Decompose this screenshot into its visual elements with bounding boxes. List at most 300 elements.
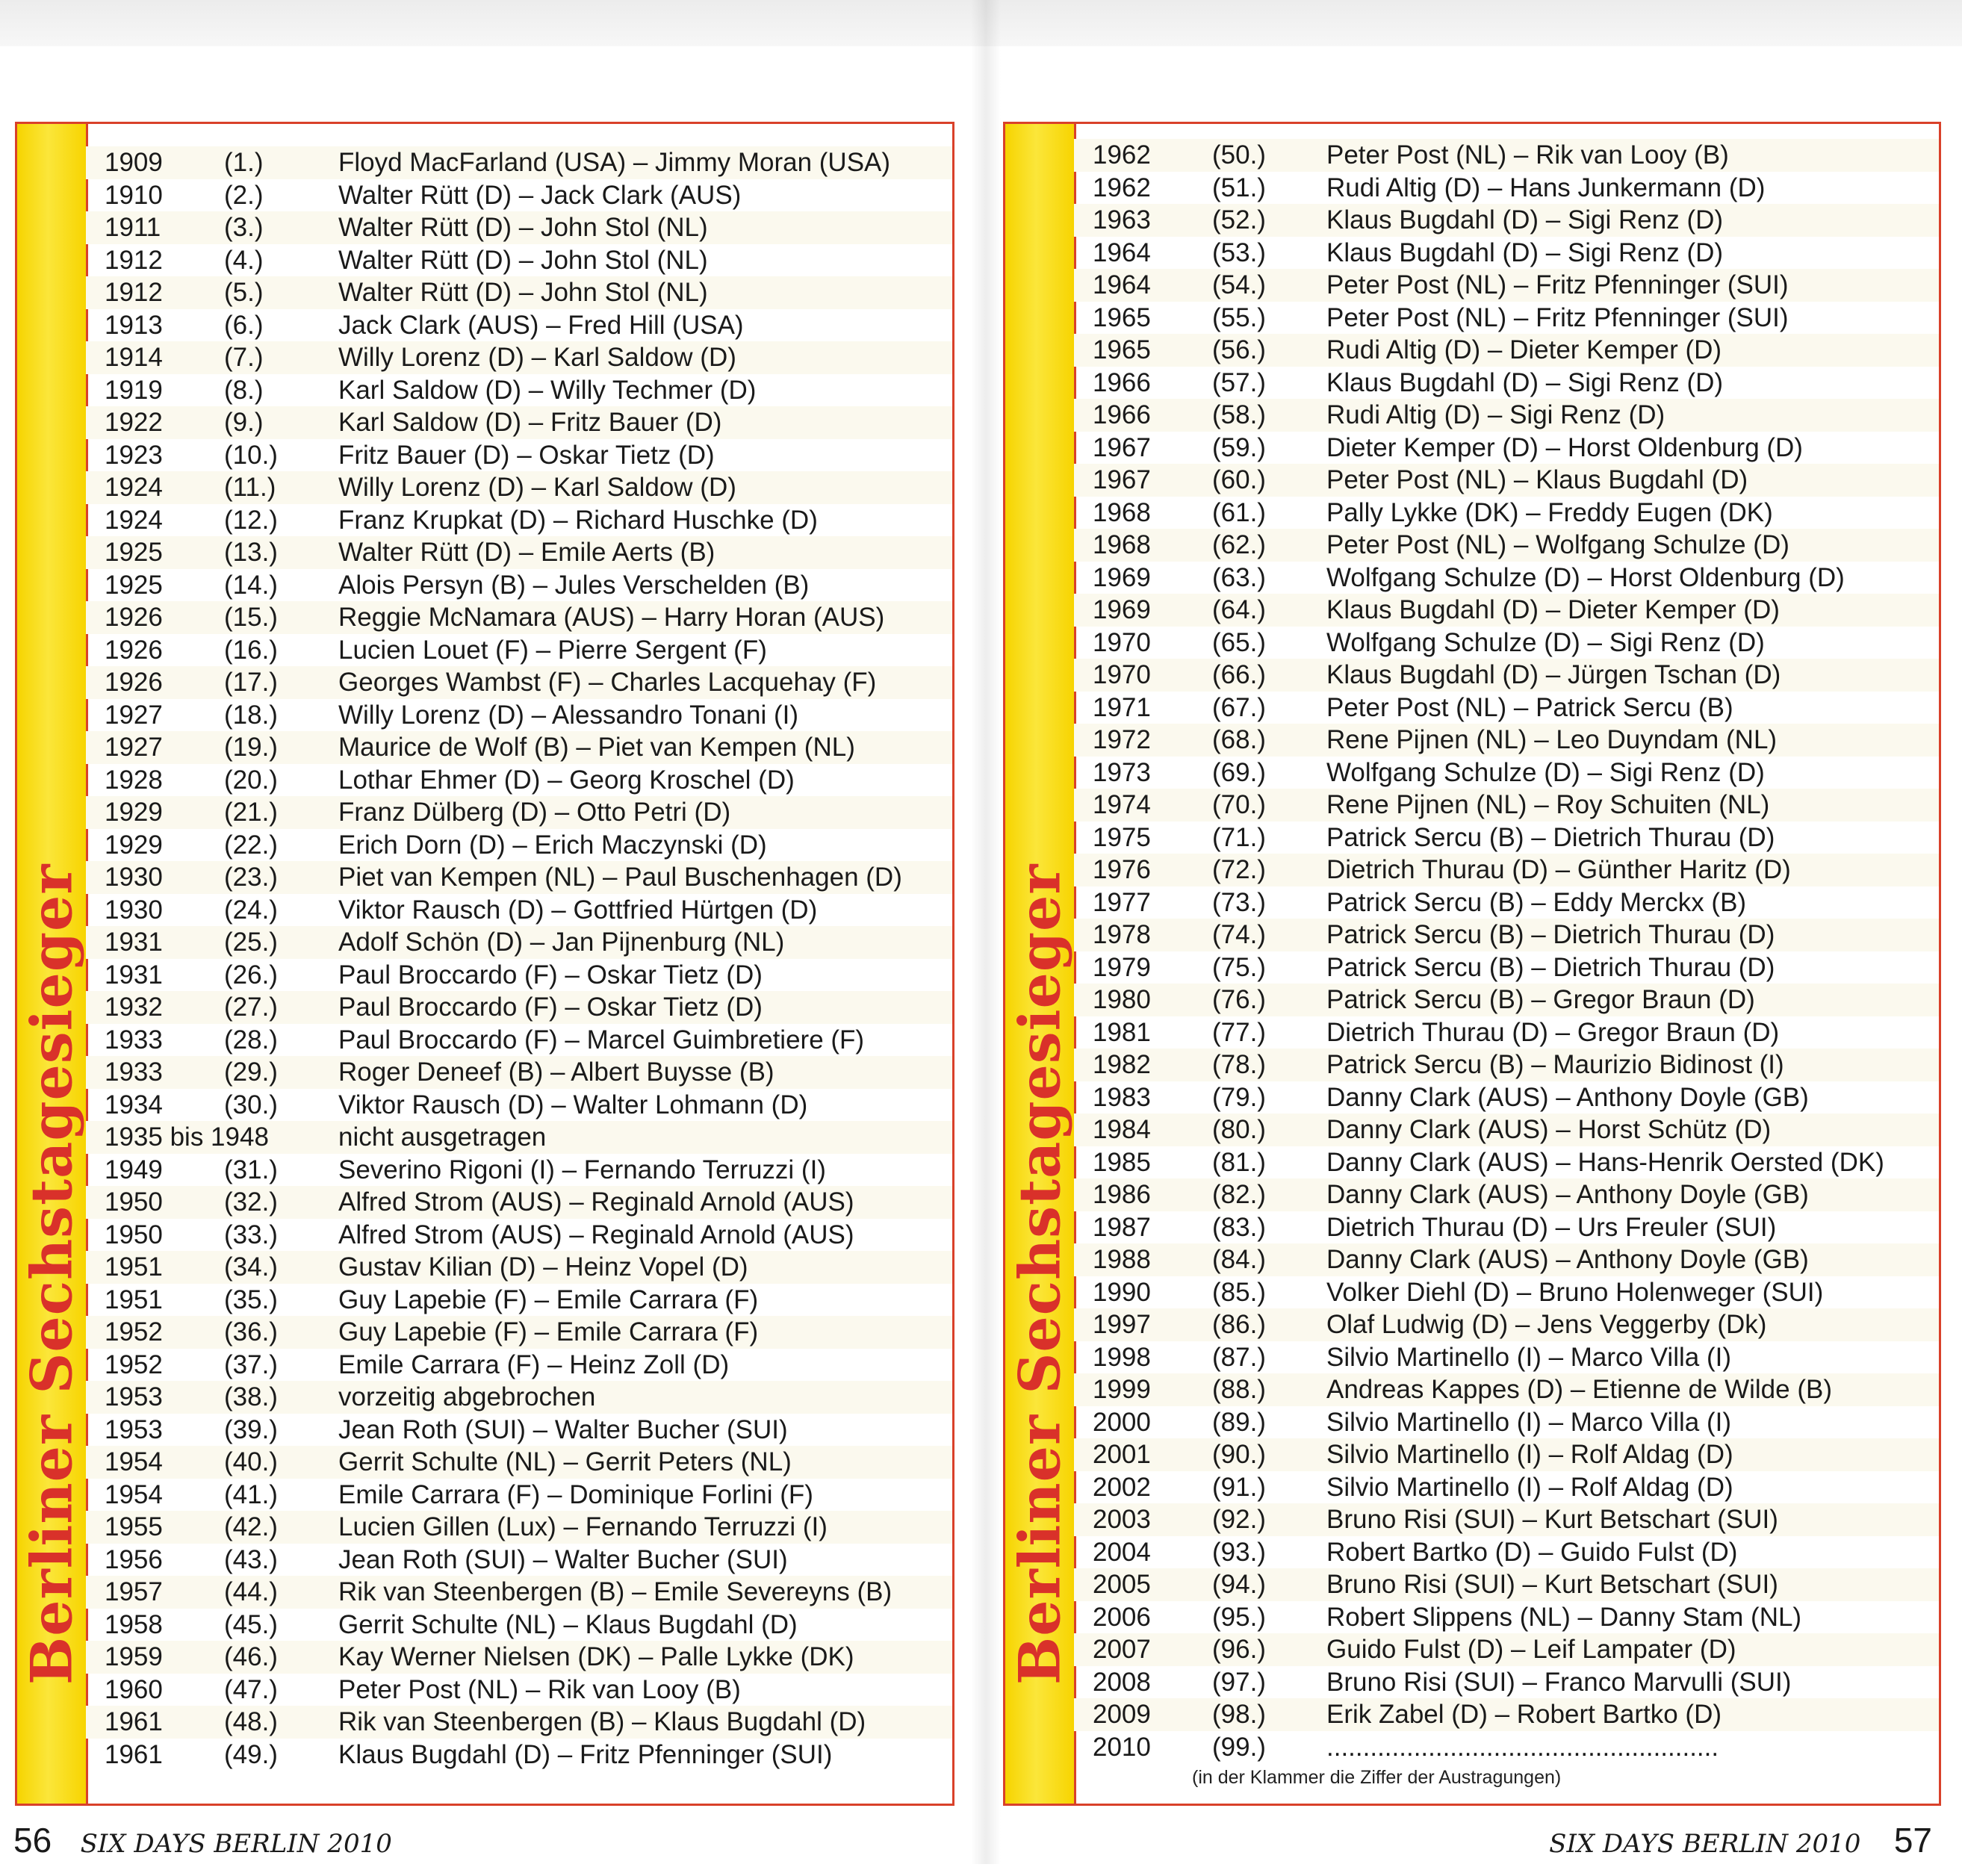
row-year: 1980 — [1093, 985, 1151, 1014]
table-row — [1074, 1633, 1939, 1666]
row-edition: (90.) — [1212, 1440, 1266, 1469]
row-edition: (2.) — [224, 180, 264, 210]
table-row — [86, 764, 952, 797]
row-edition: (9.) — [224, 408, 264, 437]
row-year: 1923 — [105, 440, 163, 470]
table-row — [1074, 821, 1939, 854]
table-row — [1074, 1243, 1939, 1276]
table-row — [86, 1251, 952, 1284]
row-winners: Lothar Ehmer (D) – Georg Kroschel (D) — [338, 765, 795, 795]
table-row — [1074, 919, 1939, 951]
table-row — [1074, 399, 1939, 432]
footnote: (in der Klammer die Ziffer der Austragungen) — [1192, 1767, 1562, 1788]
table-row — [86, 504, 952, 537]
table-row — [86, 1479, 952, 1512]
row-year: 1961 — [105, 1739, 163, 1769]
row-year: 1959 — [105, 1642, 163, 1671]
row-year: 1999 — [1093, 1375, 1151, 1404]
row-winners: Franz Dülberg (D) – Otto Petri (D) — [338, 798, 731, 827]
row-edition: (52.) — [1212, 205, 1266, 234]
row-winners: Willy Lorenz (D) – Karl Saldow (D) — [338, 343, 736, 372]
row-year: 1914 — [105, 343, 163, 372]
table-row — [86, 406, 952, 439]
row-year: 1967 — [1093, 465, 1151, 494]
row-winners: Alois Persyn (B) – Jules Verschelden (B) — [338, 570, 810, 600]
row-year: 1987 — [1093, 1212, 1151, 1242]
row-year: 1974 — [1093, 790, 1151, 819]
row-year: 1975 — [1093, 822, 1151, 852]
row-winners: Klaus Bugdahl (D) – Sigi Renz (D) — [1326, 367, 1724, 397]
row-edition: (92.) — [1212, 1505, 1266, 1534]
row-edition: (81.) — [1212, 1147, 1266, 1177]
row-edition: (7.) — [224, 343, 264, 372]
row-year: 1966 — [1093, 400, 1151, 429]
row-winners: vorzeitig abgebrochen — [338, 1382, 596, 1411]
row-year: 1928 — [105, 765, 163, 795]
row-winners: Walter Rütt (D) – Jack Clark (AUS) — [338, 180, 742, 210]
row-year: 1925 — [105, 570, 163, 600]
row-winners: Georges Wambst (F) – Charles Lacquehay (F) — [338, 668, 877, 697]
row-edition: (23.) — [224, 863, 278, 892]
row-edition: (70.) — [1212, 790, 1266, 819]
table-row — [86, 1121, 952, 1154]
row-year: 1957 — [105, 1577, 163, 1606]
row-edition: (60.) — [1212, 465, 1266, 494]
row-year: 1985 — [1093, 1147, 1151, 1177]
row-year: 1973 — [1093, 757, 1151, 787]
row-winners: Jean Roth (SUI) – Walter Bucher (SUI) — [338, 1544, 788, 1574]
row-winners: Danny Clark (AUS) – Hans-Henrik Oersted (DK) — [1326, 1147, 1884, 1177]
row-year: 1933 — [105, 1057, 163, 1087]
table-row — [1074, 1114, 1939, 1146]
table-row — [1074, 1341, 1939, 1374]
row-year: 1979 — [1093, 952, 1151, 982]
table-row — [86, 1544, 952, 1577]
row-edition: (38.) — [224, 1382, 278, 1411]
table-row — [86, 1414, 952, 1447]
row-edition: (62.) — [1212, 530, 1266, 559]
row-year: 2003 — [1093, 1505, 1151, 1534]
row-edition: (53.) — [1212, 237, 1266, 267]
table-row — [1074, 984, 1939, 1016]
row-winners: Rudi Altig (D) – Dieter Kemper (D) — [1326, 335, 1722, 364]
row-year: 1988 — [1093, 1245, 1151, 1274]
table-row — [1074, 529, 1939, 562]
row-edition: (5.) — [224, 278, 264, 307]
row-winners: Peter Post (NL) – Fritz Pfenninger (SUI) — [1326, 270, 1789, 299]
table-row — [86, 1641, 952, 1674]
right-page-table-frame — [1003, 122, 1941, 1806]
row-year: 1909 — [105, 148, 163, 177]
row-winners: Franz Krupkat (D) – Richard Huschke (D) — [338, 505, 818, 535]
row-year: 1919 — [105, 375, 163, 405]
table-row — [86, 439, 952, 472]
row-edition: (55.) — [1212, 302, 1266, 332]
row-edition: (8.) — [224, 375, 264, 405]
row-edition: (16.) — [224, 635, 278, 665]
row-winners: Gustav Kilian (D) – Heinz Vopel (D) — [338, 1252, 748, 1282]
row-winners: Willy Lorenz (D) – Karl Saldow (D) — [338, 473, 736, 502]
row-winners: Silvio Martinello (I) – Rolf Aldag (D) — [1326, 1472, 1733, 1502]
table-row — [1074, 334, 1939, 367]
table-row — [1074, 1178, 1939, 1211]
table-row — [86, 1576, 952, 1609]
row-edition: (41.) — [224, 1479, 278, 1509]
row-year: 1926 — [105, 603, 163, 632]
table-row — [86, 179, 952, 212]
table-row — [1074, 464, 1939, 497]
row-winners: Alfred Strom (AUS) – Reginald Arnold (AUS) — [338, 1187, 854, 1217]
row-year: 1965 — [1093, 302, 1151, 332]
row-winners: Pally Lykke (DK) – Freddy Eugen (DK) — [1326, 497, 1773, 527]
row-year: 1956 — [105, 1544, 163, 1574]
row-year: 1927 — [105, 700, 163, 730]
row-winners: Peter Post (NL) – Klaus Bugdahl (D) — [1326, 465, 1748, 494]
table-row — [1074, 1373, 1939, 1406]
row-edition: (57.) — [1212, 367, 1266, 397]
row-edition: (30.) — [224, 1090, 278, 1119]
row-edition: (28.) — [224, 1025, 278, 1055]
row-winners: Rudi Altig (D) – Sigi Renz (D) — [1326, 400, 1665, 429]
row-winners: Klaus Bugdahl (D) – Jürgen Tschan (D) — [1326, 660, 1781, 689]
row-year: 1968 — [1093, 497, 1151, 527]
row-year: 1954 — [105, 1479, 163, 1509]
row-year: 1926 — [105, 668, 163, 697]
row-edition: (61.) — [1212, 497, 1266, 527]
page-number-right: 57 — [1893, 1821, 1932, 1860]
row-year: 1950 — [105, 1187, 163, 1217]
row-edition: (86.) — [1212, 1310, 1266, 1339]
row-edition: (22.) — [224, 830, 278, 860]
row-winners: ...................................................... — [1326, 1732, 1719, 1762]
row-edition: (10.) — [224, 440, 278, 470]
row-edition: (29.) — [224, 1057, 278, 1087]
row-year: 1962 — [1093, 140, 1151, 170]
row-winners: Piet van Kempen (NL) – Paul Buschenhagen (D) — [338, 863, 902, 892]
row-edition: (91.) — [1212, 1472, 1266, 1502]
row-edition: (95.) — [1212, 1602, 1266, 1632]
row-winners: Karl Saldow (D) – Fritz Bauer (D) — [338, 408, 722, 437]
row-edition: (73.) — [1212, 887, 1266, 917]
table-row — [86, 1446, 952, 1479]
table-row — [1074, 269, 1939, 302]
row-year: 1983 — [1093, 1082, 1151, 1112]
row-edition: (47.) — [224, 1674, 278, 1704]
row-year: 2006 — [1093, 1602, 1151, 1632]
row-winners: Robert Bartko (D) – Guido Fulst (D) — [1326, 1537, 1738, 1567]
table-row — [1074, 432, 1939, 465]
row-edition: (76.) — [1212, 985, 1266, 1014]
row-year: 1964 — [1093, 270, 1151, 299]
row-edition: (65.) — [1212, 627, 1266, 657]
row-winners: Patrick Sercu (B) – Dietrich Thurau (D) — [1326, 920, 1775, 949]
row-winners: Guy Lapebie (F) – Emile Carrara (F) — [338, 1317, 759, 1347]
table-row — [86, 959, 952, 992]
table-row — [86, 309, 952, 342]
row-year: 1952 — [105, 1349, 163, 1379]
row-edition: (99.) — [1212, 1732, 1266, 1762]
table-row — [86, 991, 952, 1024]
row-winners: Karl Saldow (D) – Willy Techmer (D) — [338, 375, 757, 405]
row-edition: (74.) — [1212, 920, 1266, 949]
row-edition: (4.) — [224, 245, 264, 275]
row-year: 1925 — [105, 538, 163, 567]
row-edition: (59.) — [1212, 432, 1266, 462]
row-winners: Patrick Sercu (B) – Eddy Merckx (B) — [1326, 887, 1747, 917]
table-row — [1074, 1406, 1939, 1439]
row-year: 2000 — [1093, 1407, 1151, 1437]
row-year: 1912 — [105, 245, 163, 275]
row-year: 1976 — [1093, 855, 1151, 884]
row-edition: (82.) — [1212, 1180, 1266, 1209]
row-winners: Walter Rütt (D) – John Stol (NL) — [338, 278, 708, 307]
row-winners: Andreas Kappes (D) – Etienne de Wilde (B) — [1326, 1375, 1832, 1404]
row-edition: (66.) — [1212, 660, 1266, 689]
row-year: 1912 — [105, 278, 163, 307]
row-winners: Peter Post (NL) – Rik van Looy (B) — [338, 1674, 741, 1704]
table-row — [86, 666, 952, 699]
row-year: 1990 — [1093, 1277, 1151, 1307]
row-year: 1934 — [105, 1090, 163, 1119]
running-title-right: SIX DAYS BERLIN 2010 — [1549, 1829, 1861, 1859]
row-edition: (1.) — [224, 148, 264, 177]
row-winners: Rene Pijnen (NL) – Leo Duyndam (NL) — [1326, 725, 1778, 754]
table-row — [86, 1219, 952, 1252]
row-year: 1958 — [105, 1609, 163, 1639]
row-edition: (39.) — [224, 1414, 278, 1444]
row-year: 1972 — [1093, 725, 1151, 754]
row-year: 1969 — [1093, 595, 1151, 624]
row-winners: Roger Deneef (B) – Albert Buysse (B) — [338, 1057, 774, 1087]
table-row — [1074, 1211, 1939, 1244]
left-sidebar-stripe — [17, 124, 88, 1804]
row-winners: Dietrich Thurau (D) – Günther Haritz (D) — [1326, 855, 1791, 884]
row-winners: Paul Broccardo (F) – Oskar Tietz (D) — [338, 960, 763, 990]
row-winners: Peter Post (NL) – Rik van Looy (B) — [1326, 140, 1729, 170]
row-winners: Paul Broccardo (F) – Oskar Tietz (D) — [338, 993, 763, 1022]
row-winners: Peter Post (NL) – Fritz Pfenninger (SUI) — [1326, 302, 1789, 332]
row-edition: (36.) — [224, 1317, 278, 1347]
row-year: 1982 — [1093, 1050, 1151, 1079]
row-year: 1924 — [105, 473, 163, 502]
row-winners: Peter Post (NL) – Patrick Sercu (B) — [1326, 692, 1733, 722]
row-year: 1953 — [105, 1382, 163, 1411]
table-row — [86, 861, 952, 894]
row-year: 1911 — [105, 213, 161, 242]
row-edition: (25.) — [224, 928, 278, 957]
row-edition: (79.) — [1212, 1082, 1266, 1112]
table-row — [86, 1674, 952, 1706]
row-winners: Erich Dorn (D) – Erich Maczynski (D) — [338, 830, 767, 860]
row-winners: Floyd MacFarland (USA) – Jimmy Moran (USA) — [338, 148, 891, 177]
row-year: 1924 — [105, 505, 163, 535]
row-year: 1955 — [105, 1512, 163, 1541]
row-year: 1953 — [105, 1414, 163, 1444]
table-row — [1074, 1698, 1939, 1731]
row-year: 1922 — [105, 408, 163, 437]
row-winners: Maurice de Wolf (B) – Piet van Kempen (NL) — [338, 733, 855, 762]
row-edition: (89.) — [1212, 1407, 1266, 1437]
row-year: 1998 — [1093, 1342, 1151, 1372]
table-row — [86, 1056, 952, 1089]
row-year: 1960 — [105, 1674, 163, 1704]
row-edition: (56.) — [1212, 335, 1266, 364]
row-edition: (87.) — [1212, 1342, 1266, 1372]
row-year: 1952 — [105, 1317, 163, 1347]
row-winners: Danny Clark (AUS) – Anthony Doyle (GB) — [1326, 1245, 1809, 1274]
table-row — [1074, 237, 1939, 270]
row-year: 1930 — [105, 895, 163, 925]
row-edition: (40.) — [224, 1447, 278, 1476]
table-row — [86, 1706, 952, 1739]
row-year: 1969 — [1093, 562, 1151, 592]
row-winners: Danny Clark (AUS) – Anthony Doyle (GB) — [1326, 1082, 1809, 1112]
row-edition: (43.) — [224, 1544, 278, 1574]
row-winners: Bruno Risi (SUI) – Kurt Betschart (SUI) — [1326, 1570, 1778, 1599]
row-year: 1949 — [105, 1155, 163, 1184]
table-row — [1074, 1276, 1939, 1309]
row-year: 1950 — [105, 1220, 163, 1249]
row-year: 2010 — [1093, 1732, 1151, 1762]
row-winners: Rik van Steenbergen (B) – Klaus Bugdahl (D) — [338, 1707, 866, 1736]
book-gutter — [971, 0, 1001, 1864]
row-winners: Guido Fulst (D) – Leif Lampater (D) — [1326, 1635, 1736, 1664]
row-edition: (54.) — [1212, 270, 1266, 299]
row-edition: (13.) — [224, 538, 278, 567]
row-winners: Klaus Bugdahl (D) – Sigi Renz (D) — [1326, 205, 1724, 234]
table-row — [1074, 886, 1939, 919]
row-winners: Patrick Sercu (B) – Gregor Braun (D) — [1326, 985, 1755, 1014]
row-year: 1926 — [105, 635, 163, 665]
row-winners: Emile Carrara (F) – Heinz Zoll (D) — [338, 1349, 730, 1379]
row-year: 1997 — [1093, 1310, 1151, 1339]
row-edition: (31.) — [224, 1155, 278, 1184]
row-edition: (83.) — [1212, 1212, 1266, 1242]
table-row — [86, 634, 952, 667]
row-year: 1965 — [1093, 335, 1151, 364]
table-row — [86, 1739, 952, 1771]
table-row — [86, 1186, 952, 1219]
row-year: 1954 — [105, 1447, 163, 1476]
row-edition: (88.) — [1212, 1375, 1266, 1404]
row-winners: Silvio Martinello (I) – Rolf Aldag (D) — [1326, 1440, 1733, 1469]
table-row — [1074, 594, 1939, 627]
row-winners: Klaus Bugdahl (D) – Dieter Kemper (D) — [1326, 595, 1780, 624]
row-edition: (21.) — [224, 798, 278, 827]
row-edition: (64.) — [1212, 595, 1266, 624]
row-year: 1981 — [1093, 1017, 1151, 1047]
table-row — [86, 1154, 952, 1187]
row-winners: Guy Lapebie (F) – Emile Carrara (F) — [338, 1285, 759, 1314]
row-winners: Fritz Bauer (D) – Oskar Tietz (D) — [338, 440, 715, 470]
row-edition: (42.) — [224, 1512, 278, 1541]
row-year: 1966 — [1093, 367, 1151, 397]
table-row — [1074, 367, 1939, 400]
table-row — [86, 699, 952, 732]
row-edition: (80.) — [1212, 1115, 1266, 1144]
left-winners-list — [86, 146, 952, 1771]
row-year: 1964 — [1093, 237, 1151, 267]
row-year: 1963 — [1093, 205, 1151, 234]
table-row — [1074, 204, 1939, 237]
row-winners: Gerrit Schulte (NL) – Gerrit Peters (NL) — [338, 1447, 792, 1476]
table-row — [1074, 1536, 1939, 1569]
table-row — [86, 276, 952, 309]
row-edition: (77.) — [1212, 1017, 1266, 1047]
row-winners: Jack Clark (AUS) – Fred Hill (USA) — [338, 310, 744, 340]
row-winners: Viktor Rausch (D) – Gottfried Hürtgen (D) — [338, 895, 818, 925]
row-edition: (50.) — [1212, 140, 1266, 170]
table-row — [1074, 1503, 1939, 1536]
row-winners: Dieter Kemper (D) – Horst Oldenburg (D) — [1326, 432, 1803, 462]
row-edition: (63.) — [1212, 562, 1266, 592]
row-winners: Wolfgang Schulze (D) – Sigi Renz (D) — [1326, 627, 1765, 657]
row-year: 1927 — [105, 733, 163, 762]
row-winners: Peter Post (NL) – Wolfgang Schulze (D) — [1326, 530, 1789, 559]
row-edition: (20.) — [224, 765, 278, 795]
row-year: 2002 — [1093, 1472, 1151, 1502]
table-row — [86, 1089, 952, 1122]
row-year: 1951 — [105, 1285, 163, 1314]
row-edition: (75.) — [1212, 952, 1266, 982]
row-winners: Silvio Martinello (I) – Marco Villa (I) — [1326, 1342, 1731, 1372]
row-winners: Lucien Gillen (Lux) – Fernando Terruzzi (I) — [338, 1512, 828, 1541]
row-winners: Gerrit Schulte (NL) – Klaus Bugdahl (D) — [338, 1609, 798, 1639]
table-row — [1074, 302, 1939, 335]
row-winners: Dietrich Thurau (D) – Gregor Braun (D) — [1326, 1017, 1780, 1047]
row-winners: Patrick Sercu (B) – Dietrich Thurau (D) — [1326, 822, 1775, 852]
table-row — [1074, 854, 1939, 886]
table-row — [86, 244, 952, 277]
table-row — [86, 341, 952, 374]
row-winners: Walter Rütt (D) – Emile Aerts (B) — [338, 538, 715, 567]
right-sidebar-title: Berliner Sechstagesieger — [1006, 863, 1073, 1685]
row-edition: (46.) — [224, 1642, 278, 1671]
table-row — [86, 1316, 952, 1349]
table-row — [1074, 497, 1939, 529]
table-row — [1074, 724, 1939, 757]
table-row — [1074, 139, 1939, 172]
table-row — [1074, 562, 1939, 594]
row-winners: Klaus Bugdahl (D) – Fritz Pfenninger (SUI) — [338, 1739, 833, 1769]
row-winners: Lucien Louet (F) – Pierre Sergent (F) — [338, 635, 767, 665]
row-edition: (58.) — [1212, 400, 1266, 429]
table-row — [1074, 1666, 1939, 1699]
row-winners: Silvio Martinello (I) – Marco Villa (I) — [1326, 1407, 1731, 1437]
row-edition: (68.) — [1212, 725, 1266, 754]
row-winners: Wolfgang Schulze (D) – Horst Oldenburg (D) — [1326, 562, 1845, 592]
row-winners: Walter Rütt (D) – John Stol (NL) — [338, 245, 708, 275]
row-edition: (84.) — [1212, 1245, 1266, 1274]
row-year: 1962 — [1093, 173, 1151, 202]
row-edition: (26.) — [224, 960, 278, 990]
row-edition: (98.) — [1212, 1700, 1266, 1729]
row-winners: Viktor Rausch (D) – Walter Lohmann (D) — [338, 1090, 808, 1119]
row-edition: (32.) — [224, 1187, 278, 1217]
row-winners: Severino Rigoni (I) – Fernando Terruzzi (I) — [338, 1155, 826, 1184]
row-year: 1935 bis 1948 — [105, 1122, 269, 1152]
row-edition: (94.) — [1212, 1570, 1266, 1599]
row-year: 1910 — [105, 180, 163, 210]
row-edition: (97.) — [1212, 1667, 1266, 1697]
left-page-table-frame — [15, 122, 954, 1806]
row-year: 1971 — [1093, 692, 1151, 722]
row-winners: Emile Carrara (F) – Dominique Forlini (F) — [338, 1479, 813, 1509]
row-year: 1913 — [105, 310, 163, 340]
row-winners: Willy Lorenz (D) – Alessandro Tonani (I) — [338, 700, 798, 730]
row-year: 1951 — [105, 1252, 163, 1282]
row-winners: Rik van Steenbergen (B) – Emile Severeyns (B) — [338, 1577, 892, 1606]
